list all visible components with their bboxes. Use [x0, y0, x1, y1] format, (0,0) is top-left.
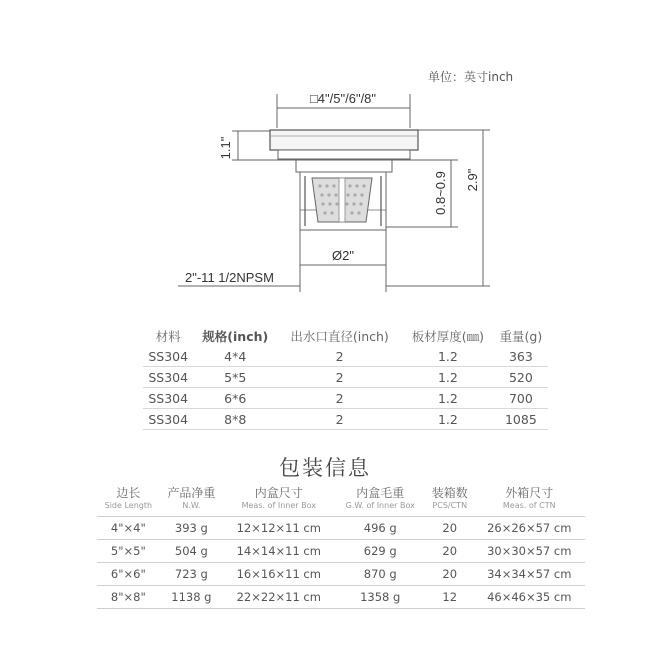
- pack-header-pcs: [426, 486, 474, 517]
- spec-row: [143, 388, 548, 409]
- pack-cell: 46×46×35 cm: [474, 586, 585, 609]
- pack-cell: 504 g: [160, 540, 223, 563]
- pack-header-ctn: [474, 486, 585, 517]
- pack-cell: 34×34×57 cm: [474, 563, 585, 586]
- pack-cell: 6"×6": [97, 563, 160, 586]
- spec-cell: SS304: [143, 388, 193, 409]
- diameter-label: Ø2": [332, 248, 354, 263]
- pack-header-en: Side Length: [104, 501, 153, 510]
- spec-cell: 2: [277, 346, 402, 367]
- spec-cell: 1.2: [402, 409, 494, 430]
- pack-header-side: [97, 486, 160, 517]
- pack-row: [97, 586, 585, 609]
- left-height-label: 1.1": [218, 136, 233, 160]
- pack-header-en: PCS/CTN: [432, 501, 468, 510]
- pack-cell: 1358 g: [335, 586, 426, 609]
- drain-technical-drawing: [0, 0, 650, 300]
- pack-cell: 12×12×11 cm: [223, 517, 334, 540]
- pack-cell: 20: [426, 517, 474, 540]
- pack-cell: 8"×8": [97, 586, 160, 609]
- pack-cell: 393 g: [160, 517, 223, 540]
- spec-header-size: 规格(inch): [202, 329, 269, 344]
- unit-note: 单位：英寸inch: [428, 70, 514, 84]
- pack-cell: 629 g: [335, 540, 426, 563]
- spec-cell: 1.2: [402, 367, 494, 388]
- spec-cell: 1.2: [402, 346, 494, 367]
- pack-header-cn: 产品净重: [167, 486, 216, 500]
- pack-table: [97, 486, 585, 609]
- spec-cell: 2: [277, 367, 402, 388]
- pack-header-en: G.W. of Inner Box: [345, 501, 415, 510]
- pack-header-cn: 边长: [116, 486, 141, 500]
- pack-cell: 20: [426, 540, 474, 563]
- spec-row: [143, 409, 548, 430]
- spec-table: [143, 326, 548, 430]
- pack-header-cn: 装箱数: [431, 486, 468, 500]
- pack-cell: 26×26×57 cm: [474, 517, 585, 540]
- grate-plate: [270, 130, 418, 159]
- spec-cell: 6*6: [193, 388, 277, 409]
- pack-cell: 1138 g: [160, 586, 223, 609]
- spec-cell: 2: [277, 388, 402, 409]
- spec-cell: 700: [494, 388, 548, 409]
- pack-cell: 870 g: [335, 563, 426, 586]
- spec-cell: 4*4: [193, 346, 277, 367]
- pack-header-row: [97, 486, 585, 517]
- pack-row: [97, 563, 585, 586]
- pack-cell: 30×30×57 cm: [474, 540, 585, 563]
- spec-header-thickness: 板材厚度(㎜): [411, 329, 485, 344]
- spec-row: [143, 367, 548, 388]
- pack-cell: 16×16×11 cm: [223, 563, 334, 586]
- pack-cell: 22×22×11 cm: [223, 586, 334, 609]
- spec-header-weight: 重量(g): [499, 329, 543, 344]
- pack-header-inner-gw: [335, 486, 426, 517]
- pack-cell: 12: [426, 586, 474, 609]
- pack-header-en: Meas. of CTN: [502, 501, 556, 510]
- pack-header-en: N.W.: [182, 501, 201, 510]
- spec-cell: SS304: [143, 346, 193, 367]
- spec-row: [143, 346, 548, 367]
- pack-cell: 5"×5": [97, 540, 160, 563]
- right-height-label: 2.9": [465, 168, 480, 192]
- spec-cell: 520: [494, 367, 548, 388]
- spec-header-material: 材料: [155, 329, 181, 344]
- spec-cell: 8*8: [193, 409, 277, 430]
- pack-header-nw: [160, 486, 223, 517]
- spec-cell: SS304: [143, 409, 193, 430]
- pack-header-inner-box: [223, 486, 334, 517]
- pack-cell: 20: [426, 563, 474, 586]
- pack-header-en: Meas. of Inner Box: [241, 501, 316, 510]
- spec-cell: 5*5: [193, 367, 277, 388]
- thread-label: 2"-11 1/2NPSM: [185, 270, 274, 285]
- spec-cell: 1085: [494, 409, 548, 430]
- pack-cell: 14×14×11 cm: [223, 540, 334, 563]
- spec-cell: SS304: [143, 367, 193, 388]
- pack-header-cn: 内盒毛重: [356, 486, 405, 500]
- spec-header-row: [143, 326, 548, 346]
- spec-cell: 363: [494, 346, 548, 367]
- pack-row: [97, 540, 585, 563]
- spec-header-outlet: 出水口直径(inch): [290, 329, 389, 344]
- spec-cell: 2: [277, 409, 402, 430]
- pack-cell: 496 g: [335, 517, 426, 540]
- mid-height-label: 0.8~0.9: [433, 171, 448, 215]
- top-size-label: □4"/5"/6"/8": [309, 91, 377, 106]
- pack-cell: 723 g: [160, 563, 223, 586]
- strainer-basket: [312, 178, 372, 222]
- pack-header-cn: 内盒尺寸: [254, 486, 303, 500]
- pack-title: 包装信息: [279, 456, 371, 480]
- pack-row: [97, 517, 585, 540]
- pack-header-cn: 外箱尺寸: [505, 486, 554, 500]
- pack-cell: 4"×4": [97, 517, 160, 540]
- spec-cell: 1.2: [402, 388, 494, 409]
